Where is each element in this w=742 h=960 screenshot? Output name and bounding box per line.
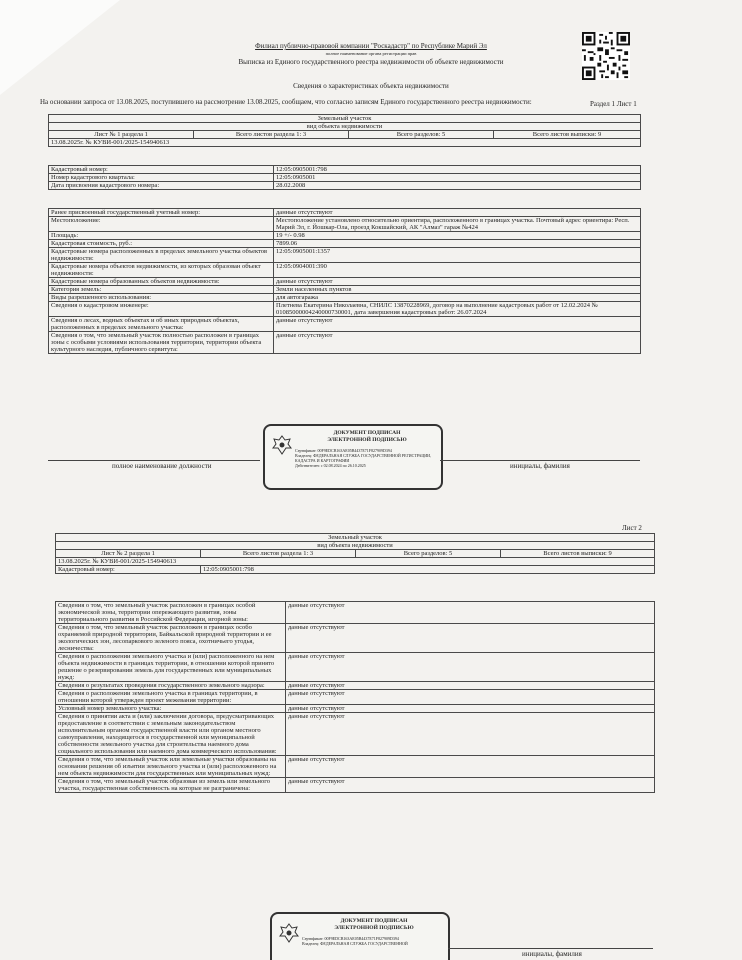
table-row bbox=[49, 332, 641, 354]
table-row bbox=[49, 174, 641, 182]
table-row bbox=[49, 286, 641, 294]
branch-name: Филиал публично-правовой компании "Роскадастр" по Республике Марий Эл bbox=[255, 42, 487, 50]
name-line-2 bbox=[448, 948, 653, 949]
row-value: данные отсутствуют bbox=[286, 705, 655, 713]
row-value: Земли населенных пунктов bbox=[274, 286, 641, 294]
sheets-total: Всего листов выписки: 9 bbox=[494, 131, 641, 139]
position-line bbox=[48, 460, 260, 461]
table-row bbox=[56, 682, 655, 690]
row-value: данные отсутствуют bbox=[286, 602, 655, 624]
table-row bbox=[49, 182, 641, 190]
row-value: 28.02.2008 bbox=[274, 182, 641, 190]
table-row bbox=[56, 602, 655, 624]
row-label: Кадастровая стоимость, руб.: bbox=[49, 240, 274, 248]
table-row bbox=[49, 317, 641, 332]
row-label: Сведения о том, что земельный участок полностью расположен в границах зоны с особыми условиями использования территории, территории объекта культурного наследия, публичного сервитута: bbox=[49, 332, 274, 354]
row-label: Сведения о том, что земельный участок или земельные участки образованы на основании решения об изъятии земельного участка и (или) расположенного на нем объекта недвижимости для государственных или муниципальных нужд: bbox=[56, 756, 286, 778]
sheet2-header-table bbox=[55, 533, 655, 574]
row-value: 12:05:0905001:1357 bbox=[274, 248, 641, 263]
row-label: Сведения о кадастровом инженере: bbox=[49, 302, 274, 317]
row-label: Категория земель: bbox=[49, 286, 274, 294]
object-type-2: Земельный участок bbox=[56, 534, 655, 542]
table-row bbox=[49, 263, 641, 278]
table-row bbox=[56, 690, 655, 705]
cad-number-value-2: 12:05:0905001:798 bbox=[201, 566, 655, 574]
section-label: Раздел 1 Лист 1 bbox=[590, 100, 637, 108]
stamp2-owner: Владелец: ФЕДЕРАЛЬНАЯ СЛУЖБА ГОСУДАРСТВЕННОЙ bbox=[302, 941, 408, 946]
row-label: Кадастровые номера образованных объектов недвижимости: bbox=[49, 278, 274, 286]
row-label: Сведения о лесах, водных объектах и об иных природных объектах, расположенных в пределах земельного участка: bbox=[49, 317, 274, 332]
row-value: Местоположение установлено относительно ориентира, расположенного в границах участка. Почтовый адрес ориентира: Респ. Марий Эл, г. Йошкар-Ола, проезд Кокшайский, АК "Алмаз" гараж №424 bbox=[274, 217, 641, 232]
sheet-number: Лист № 1 раздела 1 bbox=[49, 131, 194, 139]
sections-total-2: Всего разделов: 5 bbox=[356, 550, 501, 558]
table-row bbox=[49, 217, 641, 232]
row-value: данные отсутствуют bbox=[274, 332, 641, 354]
name-label-2: инициалы, фамилия bbox=[522, 950, 582, 958]
row-value: данные отсутствуют bbox=[286, 778, 655, 793]
table-row bbox=[49, 294, 641, 302]
row-value: данные отсутствуют bbox=[286, 756, 655, 778]
stamp2-title-1: ДОКУМЕНТ ПОДПИСАН bbox=[340, 918, 408, 924]
row-label: Сведения о том, что земельный участок образован из земель или земельного участка, государственная собственность на которые не разграничена: bbox=[56, 778, 286, 793]
stamp2-title-2: ЭЛЕКТРОННОЙ ПОДПИСЬЮ bbox=[334, 925, 414, 931]
name-line bbox=[440, 460, 640, 461]
row-value: данные отсутствуют bbox=[286, 690, 655, 705]
row-value: 19 +/- 0.98 bbox=[274, 232, 641, 240]
table-row bbox=[49, 302, 641, 317]
row-value: Плетнева Екатерина Николаевна, СНИЛС 13870228969, договор на выполнение кадастровых работ от 12.02.2024 № 01085000004240000730001, дата завершения кадастровых работ: 26.07.2024 bbox=[274, 302, 641, 317]
table-row bbox=[49, 278, 641, 286]
table-row bbox=[56, 624, 655, 653]
object-type-note: вид объекта недвижимости bbox=[49, 123, 641, 131]
row-value: данные отсутствуют bbox=[286, 682, 655, 690]
table-row bbox=[56, 713, 655, 756]
row-value: данные отсутствуют bbox=[286, 624, 655, 653]
doc-reference-2: 13.08.2025г. № КУВИ-001/2025-154940613 bbox=[56, 558, 655, 566]
stamp-owner: Владелец: ФЕДЕРАЛЬНАЯ СЛУЖБА ГОСУДАРСТВЕННОЙ РЕГИСТРАЦИИ, КАДАСТРА И КАРТОГРАФИИ bbox=[295, 453, 432, 463]
row-label: Ранее присвоенный государственный учетный номер: bbox=[49, 209, 274, 217]
row-label: Номер кадастрового квартала: bbox=[49, 174, 274, 182]
row-label: Кадастровые номера расположенных в пределах земельного участка объектов недвижимости: bbox=[49, 248, 274, 263]
row-label: Сведения о расположении земельного участка в границах территории, в отношении которой утвержден проект межевания территории: bbox=[56, 690, 286, 705]
emblem-icon-2 bbox=[278, 922, 300, 944]
sheets-in-section-2: Всего листов раздела 1: 3 bbox=[201, 550, 356, 558]
row-label: Сведения о результатах проведения государственного земельного надзора: bbox=[56, 682, 286, 690]
stamp-title-2: ЭЛЕКТРОННОЙ ПОДПИСЬЮ bbox=[327, 437, 407, 443]
sheets-total-2: Всего листов выписки: 9 bbox=[501, 550, 655, 558]
sheets-in-section: Всего листов раздела 1: 3 bbox=[194, 131, 349, 139]
row-label: Местоположение: bbox=[49, 217, 274, 232]
row-value: данные отсутствуют bbox=[274, 317, 641, 332]
row-label: Кадастровый номер: bbox=[49, 166, 274, 174]
object-type-note-2: вид объекта недвижимости bbox=[56, 542, 655, 550]
sheet1-details-table bbox=[48, 208, 641, 354]
row-label: Сведения о расположении земельного участка и (или) расположенного на нем объекта недвижимости в границах территории, в отношении которой принято решение о резервировании земель для государственных или муниципальных нужд: bbox=[56, 653, 286, 682]
row-label: Дата присвоения кадастрового номера: bbox=[49, 182, 274, 190]
stamp-title-1: ДОКУМЕНТ ПОДПИСАН bbox=[333, 430, 401, 436]
sections-total: Всего разделов: 5 bbox=[349, 131, 494, 139]
table-row bbox=[49, 240, 641, 248]
table-row bbox=[56, 756, 655, 778]
table-row bbox=[56, 653, 655, 682]
table-row bbox=[49, 248, 641, 263]
row-value: 7899.06 bbox=[274, 240, 641, 248]
table-row bbox=[49, 166, 641, 174]
sheet1-cadastral-table bbox=[48, 165, 641, 190]
emblem-icon bbox=[271, 434, 293, 456]
object-type: Земельный участок bbox=[49, 115, 641, 123]
sheet2-label: Лист 2 bbox=[622, 524, 642, 532]
table-row bbox=[56, 705, 655, 713]
row-value: 12:05:0905001 bbox=[274, 174, 641, 182]
branch-note: полное наименование органа регистрации прав bbox=[325, 51, 417, 56]
row-value: для автогаража bbox=[274, 294, 641, 302]
row-value: данные отсутствуют bbox=[286, 713, 655, 756]
document-title: Выписка из Единого государственного реестра недвижимости об объекте недвижимости bbox=[238, 58, 504, 66]
e-signature-stamp-2 bbox=[270, 912, 450, 960]
row-value: данные отсутствуют bbox=[274, 278, 641, 286]
table-row bbox=[56, 778, 655, 793]
stamp-certificate: Сертификат: 00F9EDCB163AE05B4437E71F827909D394 bbox=[295, 448, 392, 453]
row-value: данные отсутствуют bbox=[274, 209, 641, 217]
row-label: Условный номер земельного участка: bbox=[56, 705, 286, 713]
row-label: Виды разрешенного использования: bbox=[49, 294, 274, 302]
sheet1-header-table bbox=[48, 114, 641, 147]
row-label: Сведения о принятии акта и (или) заключении договора, предусматривающих предоставление в соответствии с земельным законодательством исполнительным органом государственной власти или органом местного самоуправления, находящегося в государственной или муниципальной собственности земельного участка для строительства наемного дома социального использования или наемного дома коммерческого использования: bbox=[56, 713, 286, 756]
document-subtitle: Сведения о характеристиках объекта недвижимости bbox=[293, 82, 449, 90]
row-value: 12:05:0905001:798 bbox=[274, 166, 641, 174]
table-row bbox=[49, 232, 641, 240]
position-label: полное наименование должности bbox=[112, 462, 212, 470]
stamp-valid: Действителен: с 02.08.2024 по 26.10.2025 bbox=[295, 463, 366, 468]
sheet2-details-table bbox=[55, 601, 655, 793]
cad-number-label-2: Кадастровый номер: bbox=[56, 566, 201, 574]
table-row bbox=[49, 209, 641, 217]
row-label: Сведения о том, что земельный участок расположен в границах особой экономической зоны, территории опережающего развития, зоны территориального развития в Российской Федерации, игорной зоны: bbox=[56, 602, 286, 624]
row-label: Сведения о том, что земельный участок расположен в границах особо охраняемой природной территории, Байкальской природной территории и ее экологических зон, лесопаркового зеленого пояса, охотничьего угодья, лесничества: bbox=[56, 624, 286, 653]
name-label: инициалы, фамилия bbox=[510, 462, 570, 470]
e-signature-stamp bbox=[263, 424, 443, 490]
row-label: Площадь: bbox=[49, 232, 274, 240]
row-value: данные отсутствуют bbox=[286, 653, 655, 682]
row-value: 12:05:0904001:390 bbox=[274, 263, 641, 278]
request-basis: На основании запроса от 13.08.2025, поступившего на рассмотрение 13.08.2025, сообщаем, что согласно записям Единого государственного реестра недвижимости: bbox=[40, 98, 532, 106]
sheet-number-2: Лист № 2 раздела 1 bbox=[56, 550, 201, 558]
doc-reference: 13.08.2025г. № КУВИ-001/2025-154940613 bbox=[49, 139, 641, 147]
stamp2-certificate: Сертификат: 00F9EDCB163AE05B4437E71F827909D394 bbox=[302, 936, 399, 941]
row-label: Кадастровые номера объектов недвижимости, из которых образован объект недвижимости: bbox=[49, 263, 274, 278]
qr-code bbox=[582, 32, 630, 80]
